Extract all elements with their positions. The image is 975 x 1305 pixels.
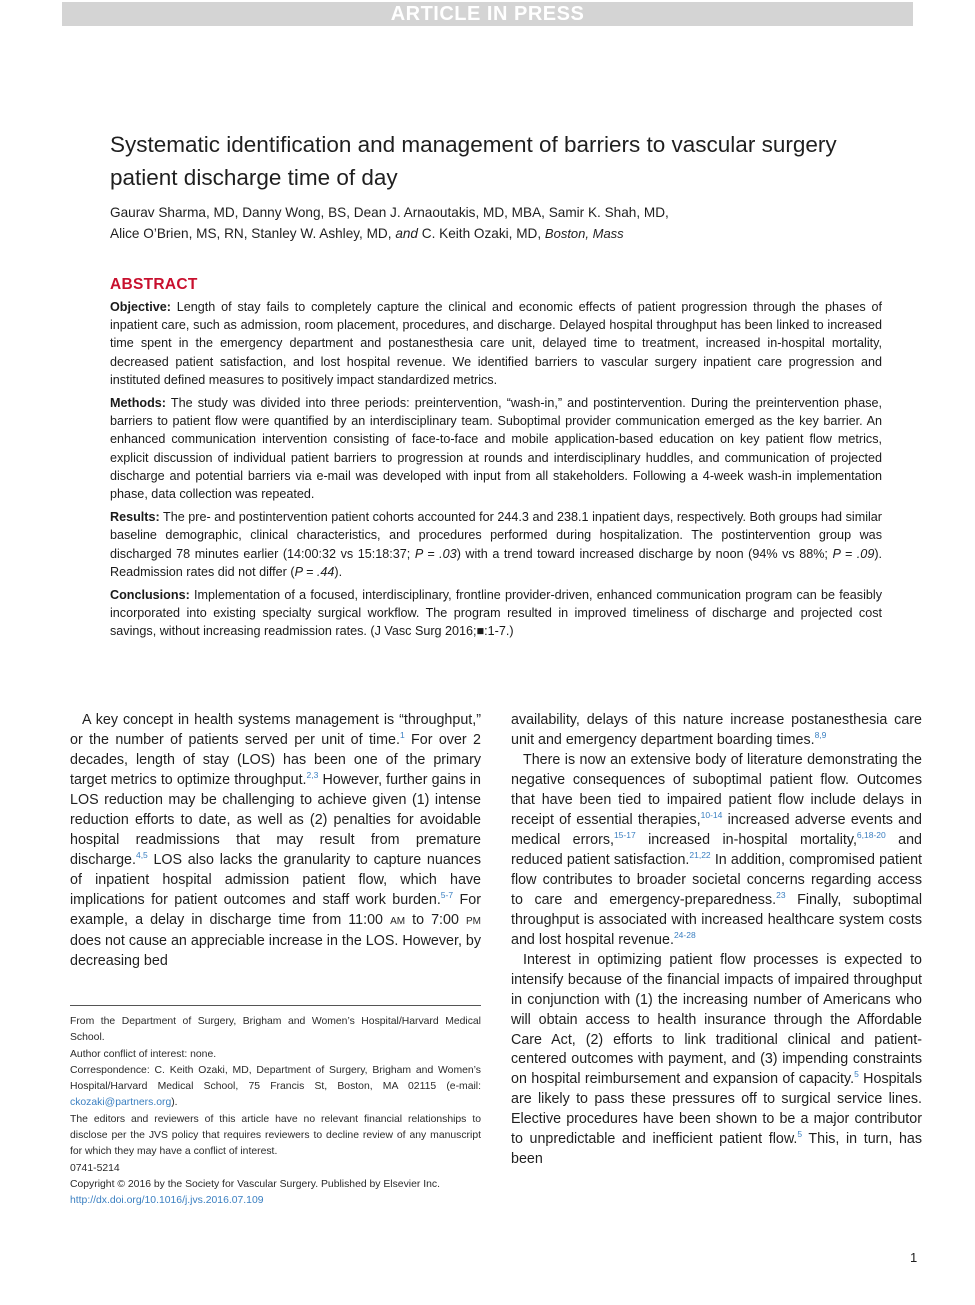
citation-link[interactable]: 5-7: [440, 889, 454, 900]
citation-link[interactable]: 15-17: [613, 829, 636, 840]
article-in-press-banner: ARTICLE IN PRESS: [62, 2, 913, 26]
footnote-copyright: Copyright © 2016 by the Society for Vascular Surgery. Published by Elsevier Inc.: [70, 1178, 440, 1190]
body-column-right: [511, 711, 922, 1170]
results-p-value-1: P = .03: [414, 546, 457, 561]
body-text: In addition, compromised patient flow contributes to broader societal concerns regarding access to care and emergency-preparedness.: [511, 851, 922, 908]
citation-link[interactable]: 10-14: [700, 809, 723, 820]
citation-link[interactable]: 5: [854, 1069, 859, 1080]
correspondence-text: Correspondence: C. Keith Ozaki, MD, Department of Surgery, Brigham and Women’s Hospital/Harvard Medical School, 75 Francis St, Boston, MA 02115 (e-mail:: [70, 1064, 481, 1093]
footnote-disclosure: The editors and reviewers of this article have no relevant financial relationships to disclose per the JVS policy that requires reviewers to decline review of any manuscript for which they may have a conflict of interest.: [70, 1113, 481, 1158]
body-text: However, further gains in LOS reduction may be challenging to achieve given (1) intense reduction efforts to date, as well as (2) penalties for avoidable hospital readmissions that may result from premature discharge.: [70, 771, 481, 868]
intro-paragraph-3: [511, 951, 922, 1171]
results-text-3: ). Readmission rates did not differ (: [110, 546, 883, 579]
footnote-affiliation: From the Department of Surgery, Brigham and Women’s Hospital/Harvard Medical School.: [70, 1016, 481, 1044]
objective-label: Objective:: [110, 300, 171, 314]
doi-link[interactable]: http://dx.doi.org/10.1016/j.jvs.2016.07.109: [70, 1195, 264, 1207]
time-pm: PM: [466, 915, 481, 927]
footnote-issn: 0741-5214: [70, 1162, 120, 1174]
body-column-left: [70, 711, 481, 972]
author-names: Alice O’Brien, MS, RN, Stanley W. Ashley, MD,: [110, 225, 392, 241]
body-text: Hospitals are likely to pass these pressures off to surgical service lines. Elective procedures have been shown to be a major contributor to unpredictable and inefficient patient flow.: [511, 1071, 922, 1148]
author-last: C. Keith Ozaki, MD,: [421, 225, 542, 241]
author-line-2: [110, 224, 880, 245]
results-text-1: The pre- and postintervention patient cohorts accounted for 244.3 and 238.1 inpatient days, respectively. Both groups had similar baseline demographic, clinical characteristics, and procedures performed during hospitalization. The postintervention group was discharged 78 minutes earlier (14:00:32 vs 15:18:37;: [110, 510, 882, 561]
body-text: availability, delays of this nature increase postanesthesia care unit and emergency department boarding times.: [511, 712, 922, 748]
citation-link[interactable]: 2,3: [306, 769, 319, 780]
methods-text: The study was divided into three periods: preintervention, “wash-in,” and postintervention. During the preintervention phase, barriers to patient flow were quantified by an interdisciplinary team. Suboptimal provider communication emerged as the key barrier. An enhanced communication intervention consisting of face-to-face and mobile application-based education on key patient flow metrics, explicit discussion of individual patient barriers to progression at rounds and interdisciplinary huddles, and communication of projected discharge and potential barriers via e-mail was developed with input from all stakeholders. Following a 4-week wash-in implementation phase, data collection was repeated.: [110, 396, 882, 502]
body-text: This, in turn, has been: [511, 1131, 922, 1168]
abstract-objective: [110, 298, 882, 389]
body-text: Finally, suboptimal throughput is associated with increased healthcare system costs and lost hospital revenue.: [511, 891, 922, 948]
footnote-conflict: Author conflict of interest: none.: [70, 1048, 217, 1060]
body-text: and reduced patient satisfaction.: [511, 831, 922, 868]
footnote-divider: [70, 1005, 481, 1006]
body-text: For over 2 decades, length of stay (LOS) has been one of the primary target metrics to optimize throughput.: [70, 731, 481, 788]
abstract-body: [110, 298, 882, 646]
body-text: There is now an extensive body of literature demonstrating the negative consequences of suboptimal patient flow. Outcomes that have been tied to impaired patient flow include delays in receipt of essential therapies,: [511, 751, 922, 828]
citation-link[interactable]: 1: [399, 729, 405, 740]
author-location: Boston, Mass: [544, 225, 624, 241]
abstract-heading: ABSTRACT: [110, 276, 198, 293]
footnotes: [70, 1014, 481, 1210]
body-text: LOS also lacks the granularity to capture nuances of inpatient hospital admission patient flow, which have implications for patient outcomes and staff work burden.: [70, 851, 481, 908]
abstract-methods: [110, 394, 882, 503]
author-list: [110, 203, 880, 244]
conclusions-label: Conclusions:: [110, 588, 190, 603]
results-p-value-3: P = .44: [294, 564, 335, 579]
body-text: increased adverse events and medical errors,: [511, 811, 923, 848]
author-conjunction: and: [395, 225, 418, 241]
author-line-1: Gaurav Sharma, MD, Danny Wong, BS, Dean J. Arnaoutakis, MD, MBA, Samir K. Shah, MD,: [110, 205, 669, 220]
intro-paragraph-2: [511, 751, 922, 951]
citation-link[interactable]: 21,22: [689, 849, 711, 860]
page-number: 1: [910, 1250, 918, 1265]
time-am: AM: [390, 915, 406, 927]
email-link[interactable]: ckozaki@partners.org: [70, 1097, 172, 1109]
abstract-results: [110, 508, 882, 581]
body-text: increased in-hospital mortality,: [635, 831, 857, 848]
footnote-doi: [70, 1193, 481, 1209]
body-text: For example, a delay in discharge time from 11:00: [70, 891, 481, 928]
results-p-value-2: P = .09: [832, 546, 875, 561]
abstract-conclusions: [110, 586, 882, 641]
conclusions-text: Implementation of a focused, interdisciplinary, frontline provider-driven, enhanced communication program can be feasibly incorporated into existing specialty surgical workflow. The program resulted in improved timeliness of discharge and projected cost savings, without increasing readmission rates. (J Vasc Surg 2016;■:1-7.): [110, 588, 882, 639]
article-title: Systematic identification and management of barriers to vascular surgery patient discharge time of day: [110, 132, 837, 190]
results-text-4: ).: [334, 564, 343, 579]
intro-paragraph-1: [70, 711, 481, 972]
citation-link[interactable]: 8,9: [814, 729, 827, 740]
body-text: does not cause an appreciable increase in the LOS. However, by decreasing bed: [70, 932, 481, 969]
citation-link[interactable]: 5: [797, 1129, 803, 1140]
body-text: A key concept in health systems management is “throughput,” or the number of patients served per unit of time.: [70, 712, 481, 748]
results-text-2: ) with a trend toward increased discharge by noon (94% vs 88%;: [456, 546, 828, 561]
body-text: to 7:00: [405, 911, 466, 928]
citation-link[interactable]: 23: [776, 889, 786, 900]
intro-paragraph-1-cont: [511, 711, 922, 751]
results-label: Results:: [110, 510, 160, 525]
footnote-correspondence: [70, 1063, 481, 1112]
correspondence-text: ).: [171, 1097, 178, 1109]
body-text: Interest in optimizing patient flow processes is expected to intensify because of the financial impacts of impaired throughput in conjunction with (1) the increasing number of Americans who will obtain access to health insurance through the Affordable Care Act, (2) efforts to link traditional clinical and patient-centered outcomes with payment, and (3) impending constraints on hospital reimbursement and expansion of capacity.: [511, 951, 922, 1088]
methods-label: Methods:: [110, 396, 166, 411]
objective-text: Length of stay fails to completely capture the clinical and economic effects of patient progression through the phases of inpatient care, such as admission, room placement, procedures, and discharge. Delayed hospital throughput has been linked to increased time spent in the emergency department and postanesthesia care unit, delayed time to treatment, increased in-hospital mortality, decreased patient satisfaction, and lost hospital revenue. We identified barriers to vascular surgery inpatient care progression and instituted defined measures to positively impact standardized metrics.: [110, 300, 883, 387]
citation-link[interactable]: 4,5: [135, 849, 148, 860]
citation-link[interactable]: 24-28: [673, 929, 696, 940]
citation-link[interactable]: 6,18-20: [856, 829, 886, 840]
